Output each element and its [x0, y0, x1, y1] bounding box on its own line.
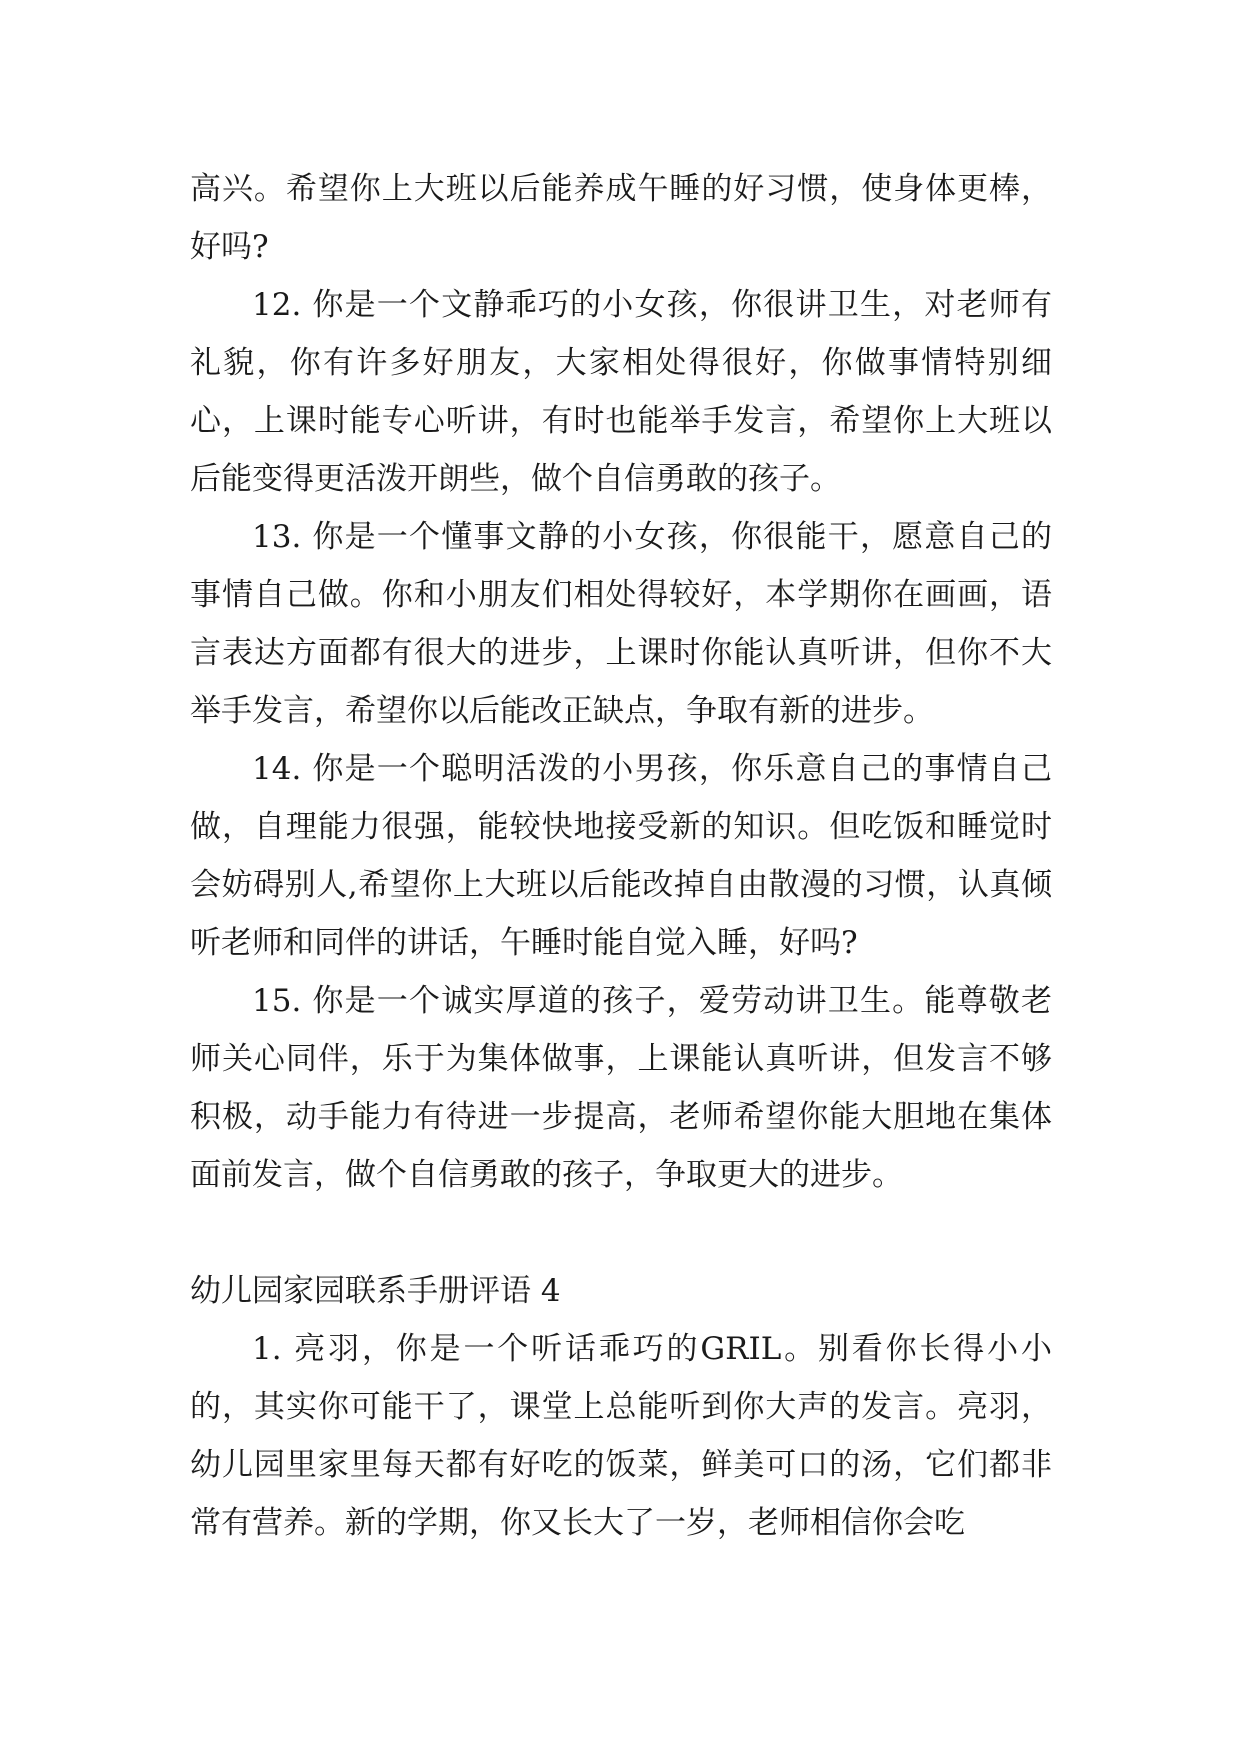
paragraph-item-1: 1. 亮羽，你是一个听话乖巧的GRIL。别看你长得小小的，其实你可能干了，课堂上总能听到你大声的发言。亮羽，幼儿园里家里每天都有好吃的饭菜，鲜美可口的汤，它们都非常有营养。新的学期，你又长大了一岁，老师相信你会吃	[190, 1331, 1052, 1541]
paragraph-item-13: 13. 你是一个懂事文静的小女孩，你很能干，愿意自己的事情自己做。你和小朋友们相处得较好，本学期你在画画，语言表达方面都有很大的进步，上课时你能认真听讲，但你不大举手发言，希望你以后能改正缺点，争取有新的进步。	[190, 519, 1052, 729]
paragraph-item-15: 15. 你是一个诚实厚道的孩子，爱劳动讲卫生。能尊敬老师关心同伴，乐于为集体做事，上课能认真听讲，但发言不够积极，动手能力有待进一步提高，老师希望你能大胆地在集体面前发言，做个自信勇敢的孩子，争取更大的进步。	[190, 983, 1052, 1193]
paragraph-continuation: 高兴。希望你上大班以后能养成午睡的好习惯，使身体更棒，好吗?	[190, 171, 1052, 265]
section-heading: 幼儿园家园联系手册评语 4	[190, 1273, 561, 1309]
paragraph-item-12: 12. 你是一个文静乖巧的小女孩，你很讲卫生，对老师有礼貌，你有许多好朋友，大家相处得很好，你做事情特别细心，上课时能专心听讲，有时也能举手发言，希望你上大班以后能变得更活泼开朗些，做个自信勇敢的孩子。	[190, 287, 1052, 497]
paragraph-item-14: 14. 你是一个聪明活泼的小男孩，你乐意自己的事情自己做，自理能力很强，能较快地接受新的知识。但吃饭和睡觉时会妨碍别人,希望你上大班以后能改掉自由散漫的习惯，认真倾听老师和同伴的讲话，午睡时能自觉入睡，好吗?	[190, 751, 1052, 961]
document-body	[190, 160, 1052, 1552]
